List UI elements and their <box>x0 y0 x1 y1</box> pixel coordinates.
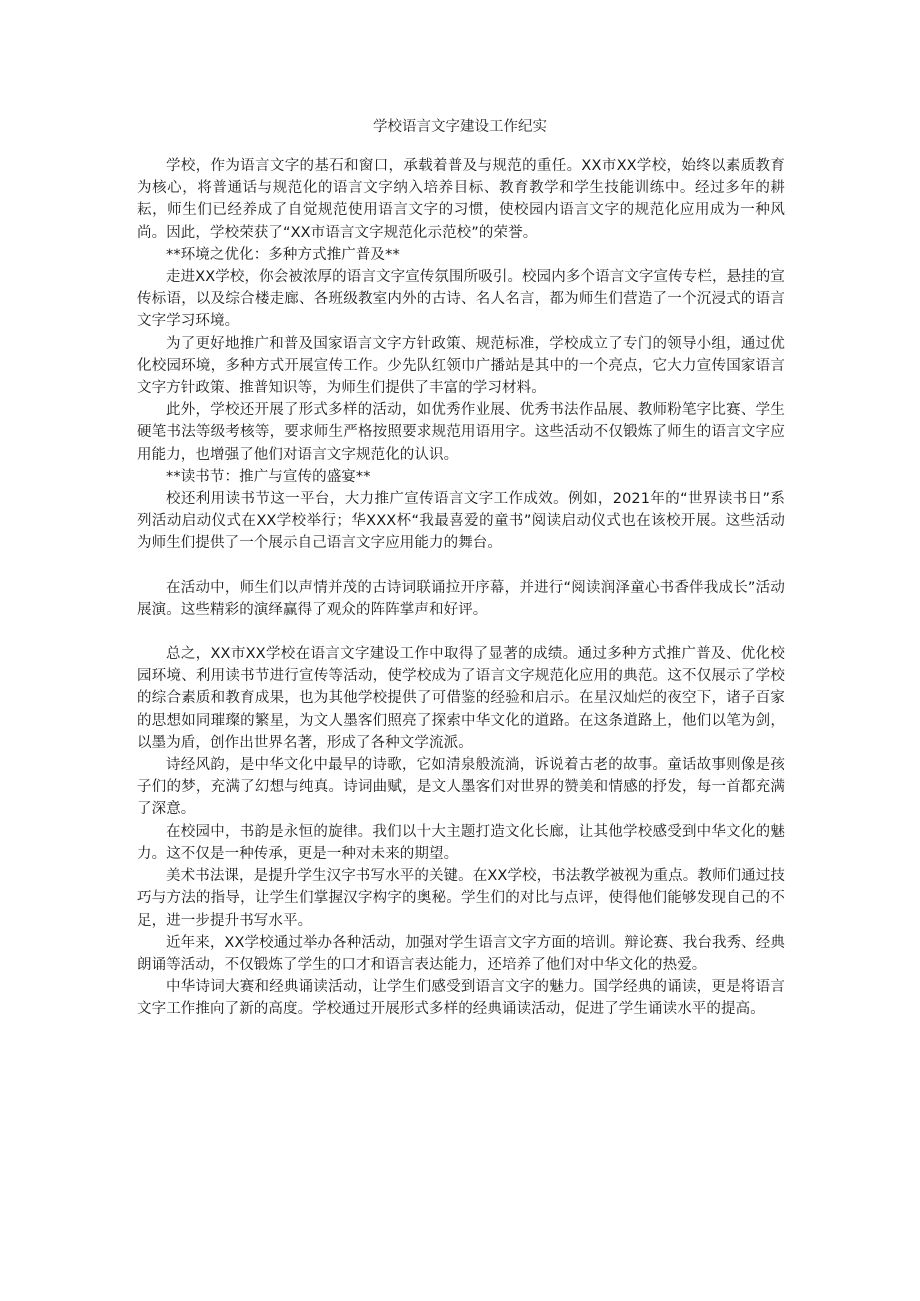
paragraph-reading-festival: 校还利用读书节这一平台，大力推广宣传语言文字工作成效。例如，2021年的“世界读书日”系列活动启动仪式在XX学校举行；华XXX杯“我最喜爱的童书”阅读启动仪式也在该校开展。这些活动为师生们提供了一个展示自己语言文字应用能力的舞台。 <box>137 491 785 552</box>
paragraph-poetry: 诗经风韵，是中华文化中最早的诗歌，它如清泉般流淌，诉说着古老的故事。童话故事则像是孩子们的梦，充满了幻想与纯真。诗词曲赋，是文人墨客们对世界的赞美和情感的抒发，每一首都充满了深意。 <box>137 757 785 818</box>
paragraph-campus: 在校园中，书韵是永恒的旋律。我们以十大主题打造文化长廊，让其他学校感受到中华文化的魅力。这不仅是一种传承，更是一种对未来的期望。 <box>137 823 785 862</box>
paragraph-environment-atmosphere: 走进XX学校，你会被浓厚的语言文字宣传氛围所吸引。校园内多个语言文字宣传专栏，悬挂的宣传标语，以及综合楼走廊、各班级教室内外的古诗、名人名言，都为师生们营造了一个沉浸式的语言文字学习环境。 <box>137 269 785 330</box>
paragraph-environment-policy: 为了更好地推广和普及国家语言文字方针政策、规范标准，学校成立了专门的领导小组，通过优化校园环境，多种方式开展宣传工作。少先队红领巾广播站是其中的一个亮点，它大力宣传国家语言文字方针政策、推普知识等，为师生们提供了丰富的学习材料。 <box>137 335 785 397</box>
document-body <box>137 155 785 1021</box>
paragraph-classics-recitation: 中华诗词大赛和经典诵读活动，让学生们感受到语言文字的魅力。国学经典的诵读，更是将语言文字工作推向了新的高度。学校通过开展形式多样的经典诵读活动，促进了学生诵读水平的提高。 <box>137 979 785 1018</box>
paragraph-summary: 总之，XX市XX学校在语言文字建设工作中取得了显著的成绩。通过多种方式推广普及、优化校园环境、利用读书节进行宣传等活动，使学校成为了语言文字规范化应用的典范。这不仅展示了学校的综合素质和教育成果，也为其他学校提供了可借鉴的经验和启示。在星汉灿烂的夜空下，诸子百家的思想如同璀璨的繁星，为文人墨客们照亮了探索中华文化的道路。在这条道路上，他们以笔为剑，以墨为盾，创作出世界名著，形成了各种文学流派。 <box>137 646 785 751</box>
document-title: 学校语言文字建设工作纪实 <box>373 119 547 135</box>
paragraph-environment-activities: 此外，学校还开展了形式多样的活动，如优秀作业展、优秀书法作品展、教师粉笔字比赛、学生硬笔书法等级考核等，要求师生严格按照要求规范用语用字。这些活动不仅锻炼了师生的语言文字应用能力，也增强了他们对语言文字规范化的认识。 <box>137 402 785 463</box>
section-heading-reading-festival: **读书节：推广与宣传的盛宴** <box>166 468 371 485</box>
paragraph-intro: 学校，作为语言文字的基石和窗口，承载着普及与规范的重任。XX市XX学校，始终以素质教育为核心，将普通话与规范化的语言文字纳入培养目标、教育教学和学生技能训练中。经过多年的耕耘，师生们已经养成了自觉规范使用语言文字的习惯，使校园内语言文字的规范化应用成为一种风尚。因此，学校荣获了“XX市语言文字规范化示范校”的荣誉。 <box>137 158 785 241</box>
paragraph-recent-activities: 近年来，XX学校通过举办各种活动，加强对学生语言文字方面的培训。辩论赛、我台我秀、经典朗诵等活动，不仅锻炼了学生的口才和语言表达能力，还培养了他们对中华文化的热爱。 <box>137 934 785 973</box>
paragraph-calligraphy: 美术书法课，是提升学生汉字书写水平的关键。在XX学校，书法教学被视为重点。教师们通过技巧与方法的指导，让学生们掌握汉字构字的奥秘。学生们的对比与点评，使得他们能够发现自己的不足，进一步提升书写水平。 <box>137 868 785 929</box>
paragraph-performance: 在活动中，师生们以声情并茂的古诗词联诵拉开序幕，并进行“阅读润泽童心书香伴我成长”活动展演。这些精彩的演绎赢得了观众的阵阵掌声和好评。 <box>137 579 785 618</box>
section-heading-environment: **环境之优化：多种方式推广普及** <box>166 246 400 263</box>
